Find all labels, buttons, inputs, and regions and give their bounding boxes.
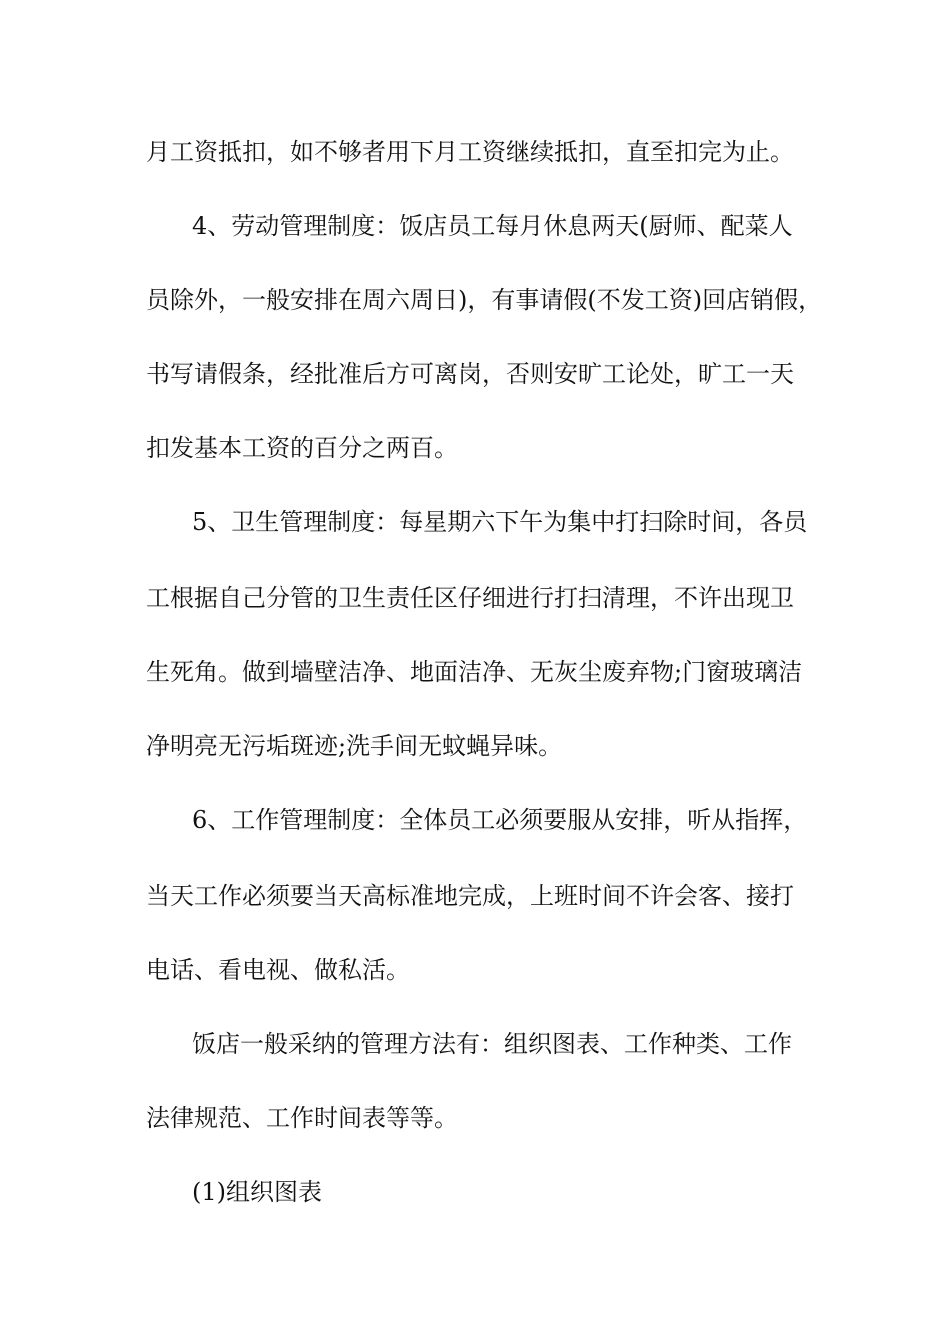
text-line-12: 电话、看电视、做私活。 (146, 956, 410, 984)
text-line-15: (1)组织图表 (192, 1178, 322, 1206)
text-line-1: 月工资抵扣，如不够者用下月工资继续抵扣，直至扣完为止。 (146, 138, 794, 166)
text-line-3: 员除外，一般安排在周六周日)，有事请假(不发工资)回店销假， (146, 286, 823, 314)
text-line-9: 净明亮无污垢斑迹;洗手间无蚊蝇异味。 (146, 732, 563, 760)
text-line-14: 法律规范、工作时间表等等。 (146, 1104, 458, 1132)
text-line-6: 5、卫生管理制度：每星期六下午为集中打扫除时间，各员 (192, 508, 808, 536)
text-line-2: 4、劳动管理制度：饭店员工每月休息两天(厨师、配菜人 (192, 212, 793, 240)
text-line-8: 生死角。做到墙壁洁净、地面洁净、无灰尘废弃物;门窗玻璃洁 (146, 658, 803, 686)
text-line-13: 饭店一般采纳的管理方法有：组织图表、工作种类、工作 (192, 1030, 792, 1058)
text-line-11: 当天工作必须要当天高标准地完成，上班时间不许会客、接打 (146, 882, 794, 910)
text-line-4: 书写请假条，经批准后方可离岗，否则安旷工论处，旷工一天 (146, 360, 794, 388)
text-line-5: 扣发基本工资的百分之两百。 (146, 434, 458, 462)
text-line-10: 6、工作管理制度：全体员工必须要服从安排，听从指挥， (192, 806, 808, 834)
text-line-7: 工根据自己分管的卫生责任区仔细进行打扫清理，不许出现卫 (146, 584, 794, 612)
